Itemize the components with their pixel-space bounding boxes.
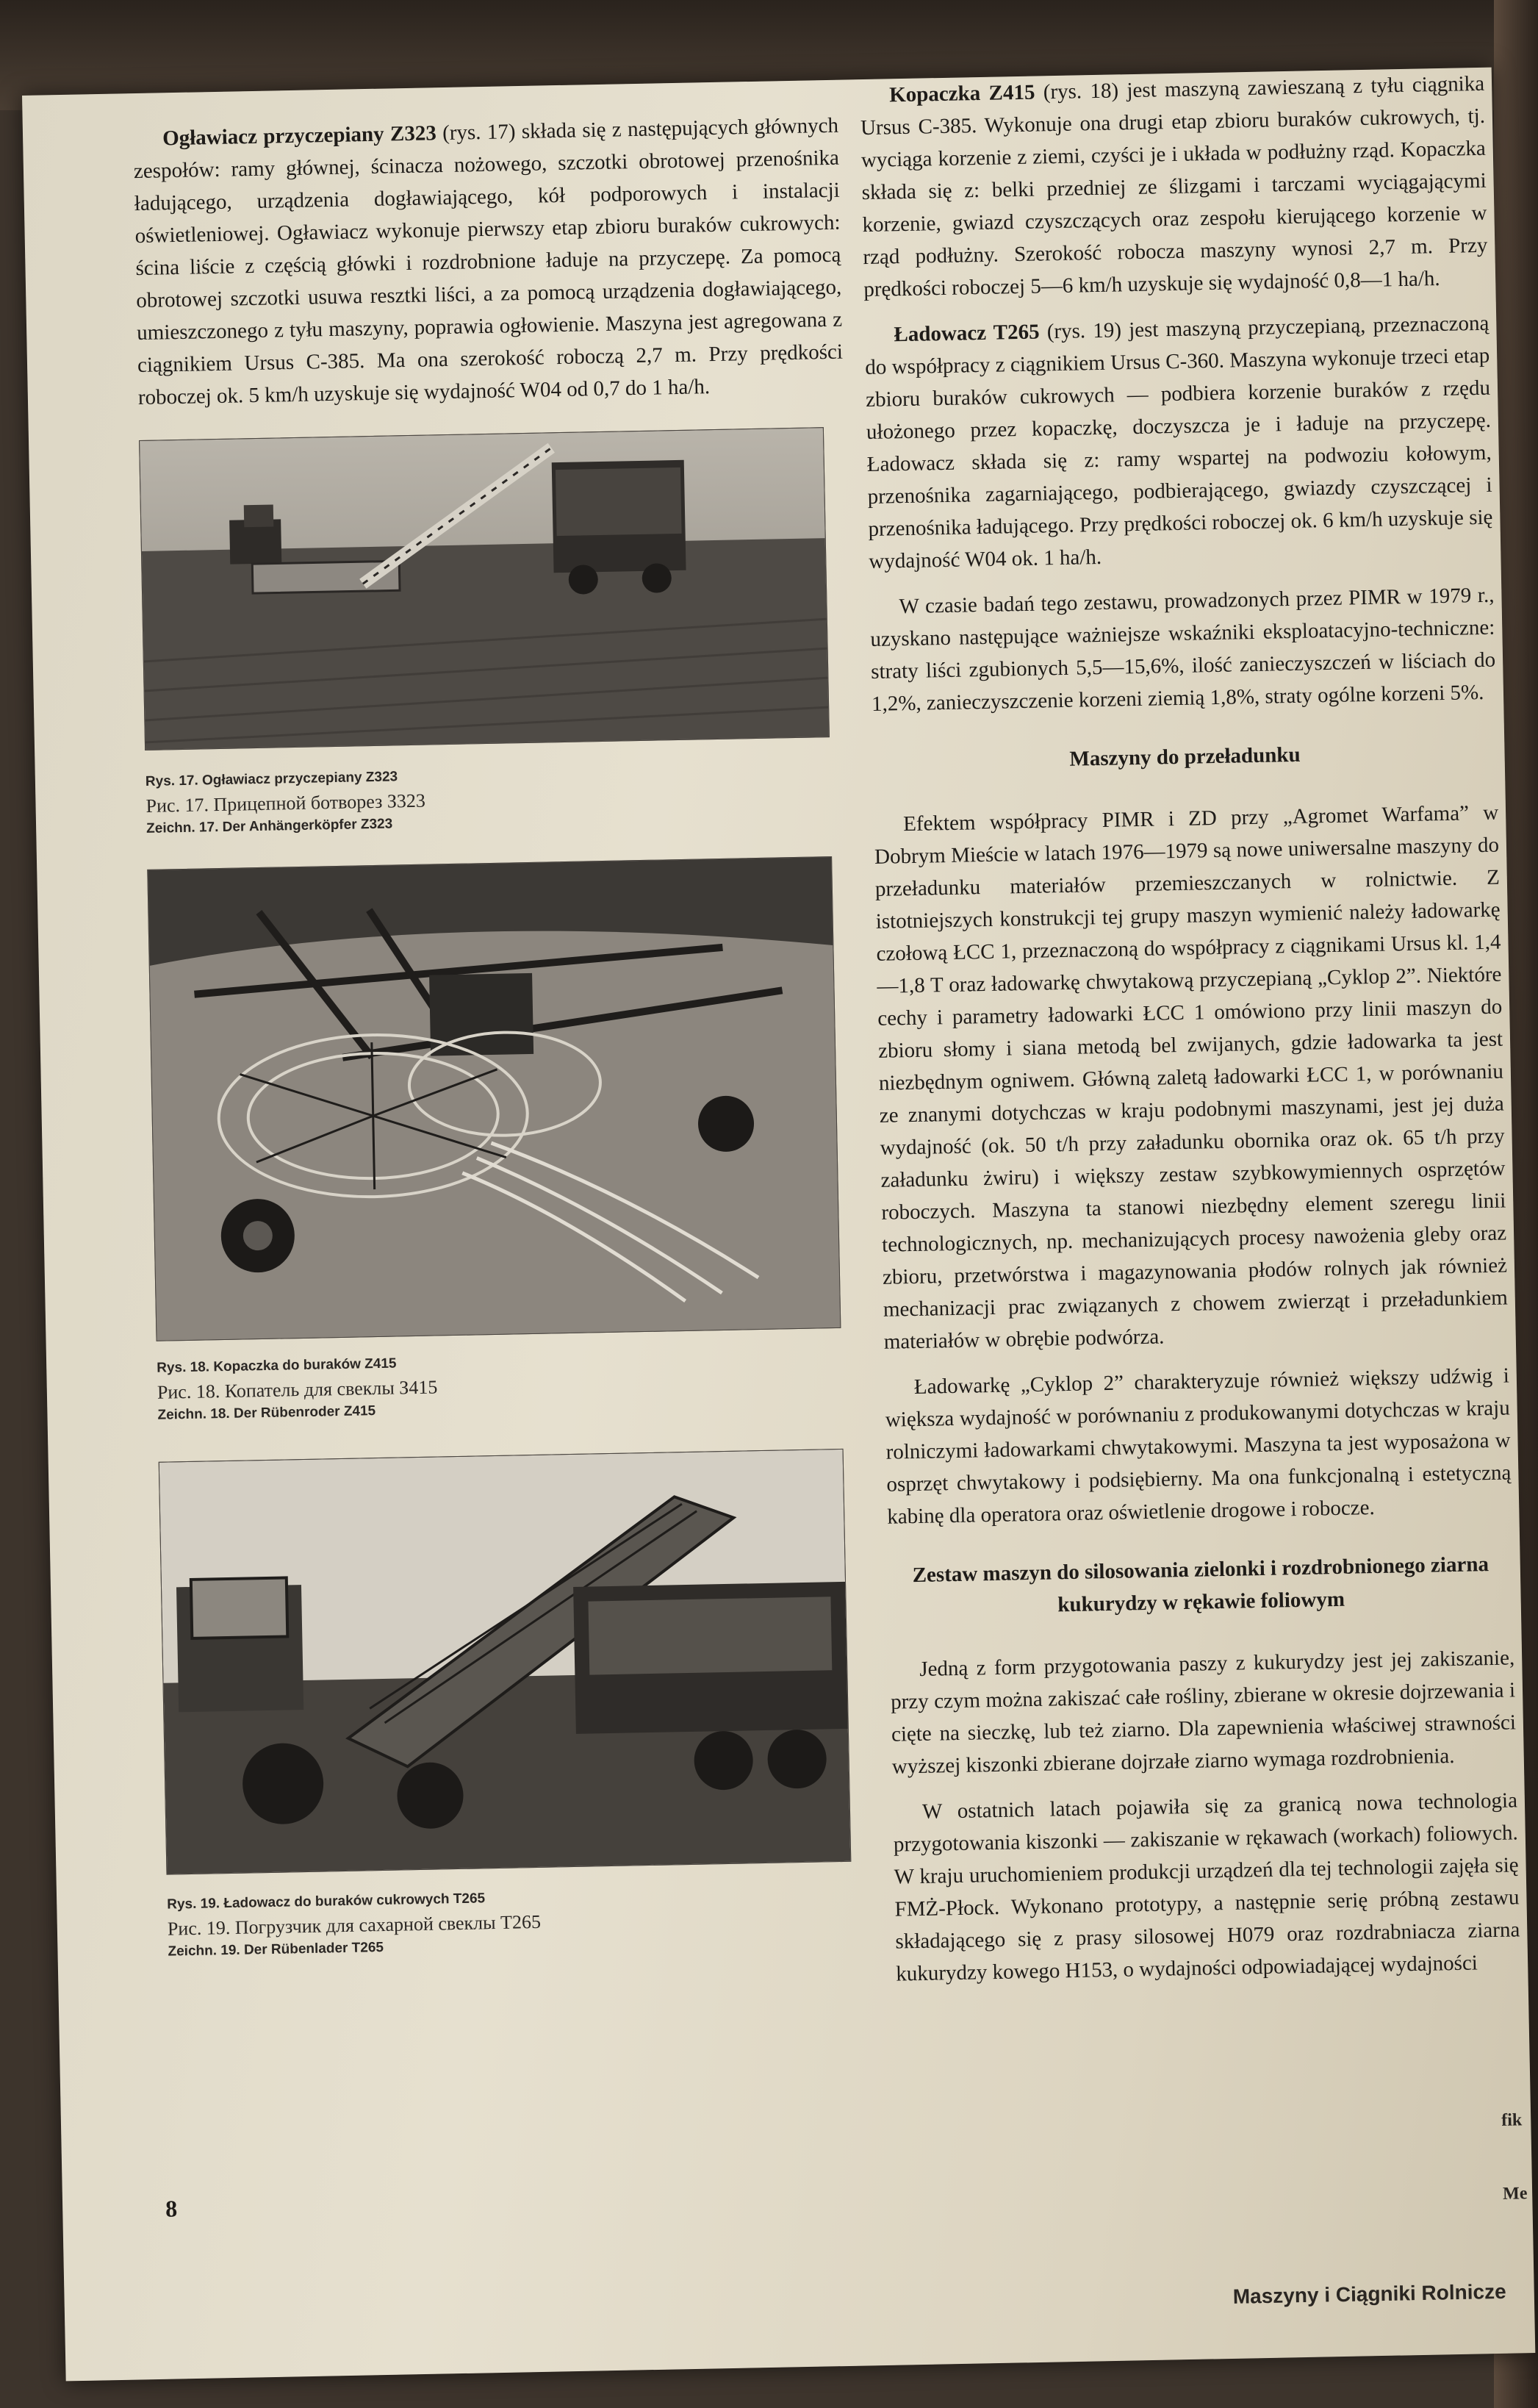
photo-fig18-illustration xyxy=(148,857,840,1341)
paragraph-tests: W czasie badań tego zestawu, prowadzonych przez PIMR w 1979 r., uzyskano następujące ważniejsze wskaźniki eksploatacyjno-techniczne: straty liści zgubionych 5,5—15,6%, ilość zanieczyszczeń w liściach do 1,2%, zanieczyszczenie korzeni ziemią 1,8%, straty ogólne korzeni 5%. xyxy=(870,583,1496,716)
caption-fig18-ru: Рис. 18. Копатель для свеклы З415 xyxy=(157,1376,438,1403)
paragraph-cyklop: Ładowarkę „Cyklop 2” charakteryzuje również większy udźwig i większa wydajność w porównaniu z produkowanymi dotychczas w kraju rolniczymi ładowarkami chwytakowymi. Maszyna ta jest wyposażona w osprzęt chwytakowy i podsiębierny. Ma ona funkcjonalną i estetyczną kabinę dla operatora oraz oświetlenie drogowe i robocze. xyxy=(885,1364,1512,1529)
photo-fig17-illustration xyxy=(140,428,829,750)
text-z323: (rys. 17) składa się z następujących głównych zespołów: ramy głównej, ścinacza nożowego, szczotki obrotowej przenośnika ładującego, urządzenia dogławiającego, kół podporowych i instalacji oświetleniowej. Ogławiacz wykonuje pierwszy etap zbioru buraków cukrowych: ścina liście z częścią główki i rozdrobnione ładuje na przyczepę. Za pomocą obrotowej szczotki usuwa resztki liści, a za pomocą urządzenia dogławiającego, umieszczonego z tyłu maszyny, poprawia ogłowienie. Maszyna jest agregowana z ciągnikiem Ursus C-385. Ma ona szerokość roboczą 2,7 m. Przy prędkości roboczej ok. 5 km/h uzyskuje się wydajność W04 od 0,7 do 1 ha/h. xyxy=(133,113,844,410)
paragraph-reloading: Efektem współpracy PIMR i ZD przy „Agromet Warfama” w Dobrym Mieście w latach 1976—1979 są nowe uniwersalne maszyny do przeładunku materiałów przemieszczanych w rolnictwie. Z istotniejszych konstrukcji tej grupy maszyn wymienić należy ładowarkę czołową ŁCC 1, przeznaczoną do współpracy z ciągnikami Ursus kl. 1,4—1,8 T oraz ładowarkę chwytakową przyczepianą „Cyklop 2”. Niektóre cechy i parametry ładowarki ŁCC 1 omówiono przy linii maszyn do zbioru słomy i siana metodą bel zwijanych, gdzie ładowarka ta jest niezbędnym ogniwem. Główną zaletą ładowarki ŁCC 1, w porównaniu ze znanymi dotychczas w kraju podobnymi maszynami, jest jej duża wydajność (ok. 50 t/h przy załadunku obornika oraz ok. 65 t/h przy załadunku żwiru) i większy zestaw szybkowymiennych osprzętów roboczych. Maszyna ta stanowi niezbędny element szeregu linii technologicznych, np. mechanizujących procesy nawożenia gleby oraz zbioru, przetwórstwa i magazynowania płodów rolnych jak również mechanizacji prac związanych z chowem zwierząt i przeładunkiem materiałów w obrębie podwórza. xyxy=(874,800,1509,1354)
edge-fragment-2: Me xyxy=(1502,2184,1528,2204)
caption-fig19 xyxy=(167,1880,874,1961)
magazine-page xyxy=(22,68,1535,2382)
caption-fig17-ru: Рис. 17. Прицепной ботворез З323 xyxy=(145,789,426,817)
caption-fig17-de: Zeichn. 17. Der Anhängerköpfer Z323 xyxy=(145,816,393,836)
paragraph-new-technology: W ostatnich latach pojawiła się za granicą nowa technologia przygotowania kiszonki — zakiszanie w rękawach (workach) foliowych. W kraju uruchomieniem produkcji urządzeń dla tej technologii zajęła się FMŻ-Płock. Wykonano prototypy, a następnie serię próbną zestawu składającego się z prasy silosowej H079 oraz rozdrabniacza ziarna kukurydzy kowego H153, o wydajności odpowiadającej wydajności xyxy=(893,1788,1520,1986)
page-footer: Maszyny i Ciągniki Rolnicze xyxy=(1232,2279,1506,2308)
photo-fig17 xyxy=(139,427,830,750)
caption-fig19-ru: Рис. 19. Погрузчик для сахарной свеклы Т265 xyxy=(167,1910,542,1940)
right-column xyxy=(860,68,1521,1990)
lead-z323: Ogławiacz przyczepiany Z323 xyxy=(162,121,437,151)
caption-fig18 xyxy=(157,1344,863,1425)
heading-reloading-machines: Maszyny do przeładunku xyxy=(1069,742,1301,771)
paragraph-t265 xyxy=(864,307,1494,578)
text-z415: (rys. 18) jest maszyną zawieszaną z tyłu ciągnika Ursus C-385. Wykonuje ona drugi etap zbioru buraków cukrowych, tj. wyciąga korzenie z ziemi, czyści je i układa w podłużny rząd. Kopaczka składa się z: belki przedniej ze ślizgami i tarczami wyciągającymi korzenie, gwiazd czyszczących oraz zespołu kierującego korzenie w rząd podłużny. Szerokość robocza maszyny wynosi 2,7 m. Przy prędkości roboczej 5—6 km/h uzyskuje się wydajność 0,8—1 ha/h. xyxy=(860,71,1488,302)
edge-fragment-1: fik xyxy=(1501,2110,1523,2130)
heading-silage-set: Zestaw maszyn do silosowania zielonki i rozdrobnionego ziarna kukurydzy w rękawie foliowym xyxy=(912,1552,1490,1617)
caption-fig17 xyxy=(145,758,852,839)
paragraph-corn-silage: Jedną z form przygotowania paszy z kukurydzy jest jej zakiszanie, przy czym można zakiszać całe rośliny, zbierane w okresie dojrzewania i cięte na sieczkę, lub też ziarno. Dla zapewnienia właściwej strawności wyższej kiszonki zbierane dojrzałe ziarno wymaga rozdrobnienia. xyxy=(890,1646,1517,1779)
lead-t265: Ładowacz T265 xyxy=(894,320,1040,347)
caption-fig18-pl: Rys. 18. Kopaczka do buraków Z415 xyxy=(157,1355,397,1376)
left-column xyxy=(133,110,874,1962)
paragraph-z415 xyxy=(860,68,1489,306)
paragraph-z323 xyxy=(133,110,844,414)
caption-fig17-pl: Rys. 17. Ogławiacz przyczepiany Z323 xyxy=(145,769,398,789)
photo-fig19-illustration xyxy=(159,1450,851,1874)
caption-fig18-de: Zeichn. 18. Der Rübenroder Z415 xyxy=(157,1403,376,1423)
lead-z415: Kopaczka Z415 xyxy=(888,80,1035,107)
text-t265: (rys. 19) jest maszyną przyczepianą, przeznaczoną do współpracy z ciągnikiem Ursus C-360. Maszyna wykonuje trzeci etap zbioru buraków cukrowych — podbiera korzenie buraków z rzędu ułożonego przez kopaczkę, doczyszcza je i ładuje na przyczepę. Ładowacz składa się z: ramy wspartej na podwoziu kołowym, przenośnika zagarniającego, podbierającego, gwiazdy czyszczącej i przenośnika ładującego. Przy prędkości roboczej ok. 6 km/h uzyskuje się wydajność W04 ok. 1 ha/h. xyxy=(865,311,1493,573)
photo-fig18 xyxy=(147,856,841,1341)
caption-fig19-pl: Rys. 19. Ładowacz do buraków cukrowych T265 xyxy=(167,1891,486,1913)
caption-fig19-de: Zeichn. 19. Der Rübenlader T265 xyxy=(168,1940,384,1960)
page-number: 8 xyxy=(165,2195,178,2222)
photo-fig19 xyxy=(159,1449,852,1875)
